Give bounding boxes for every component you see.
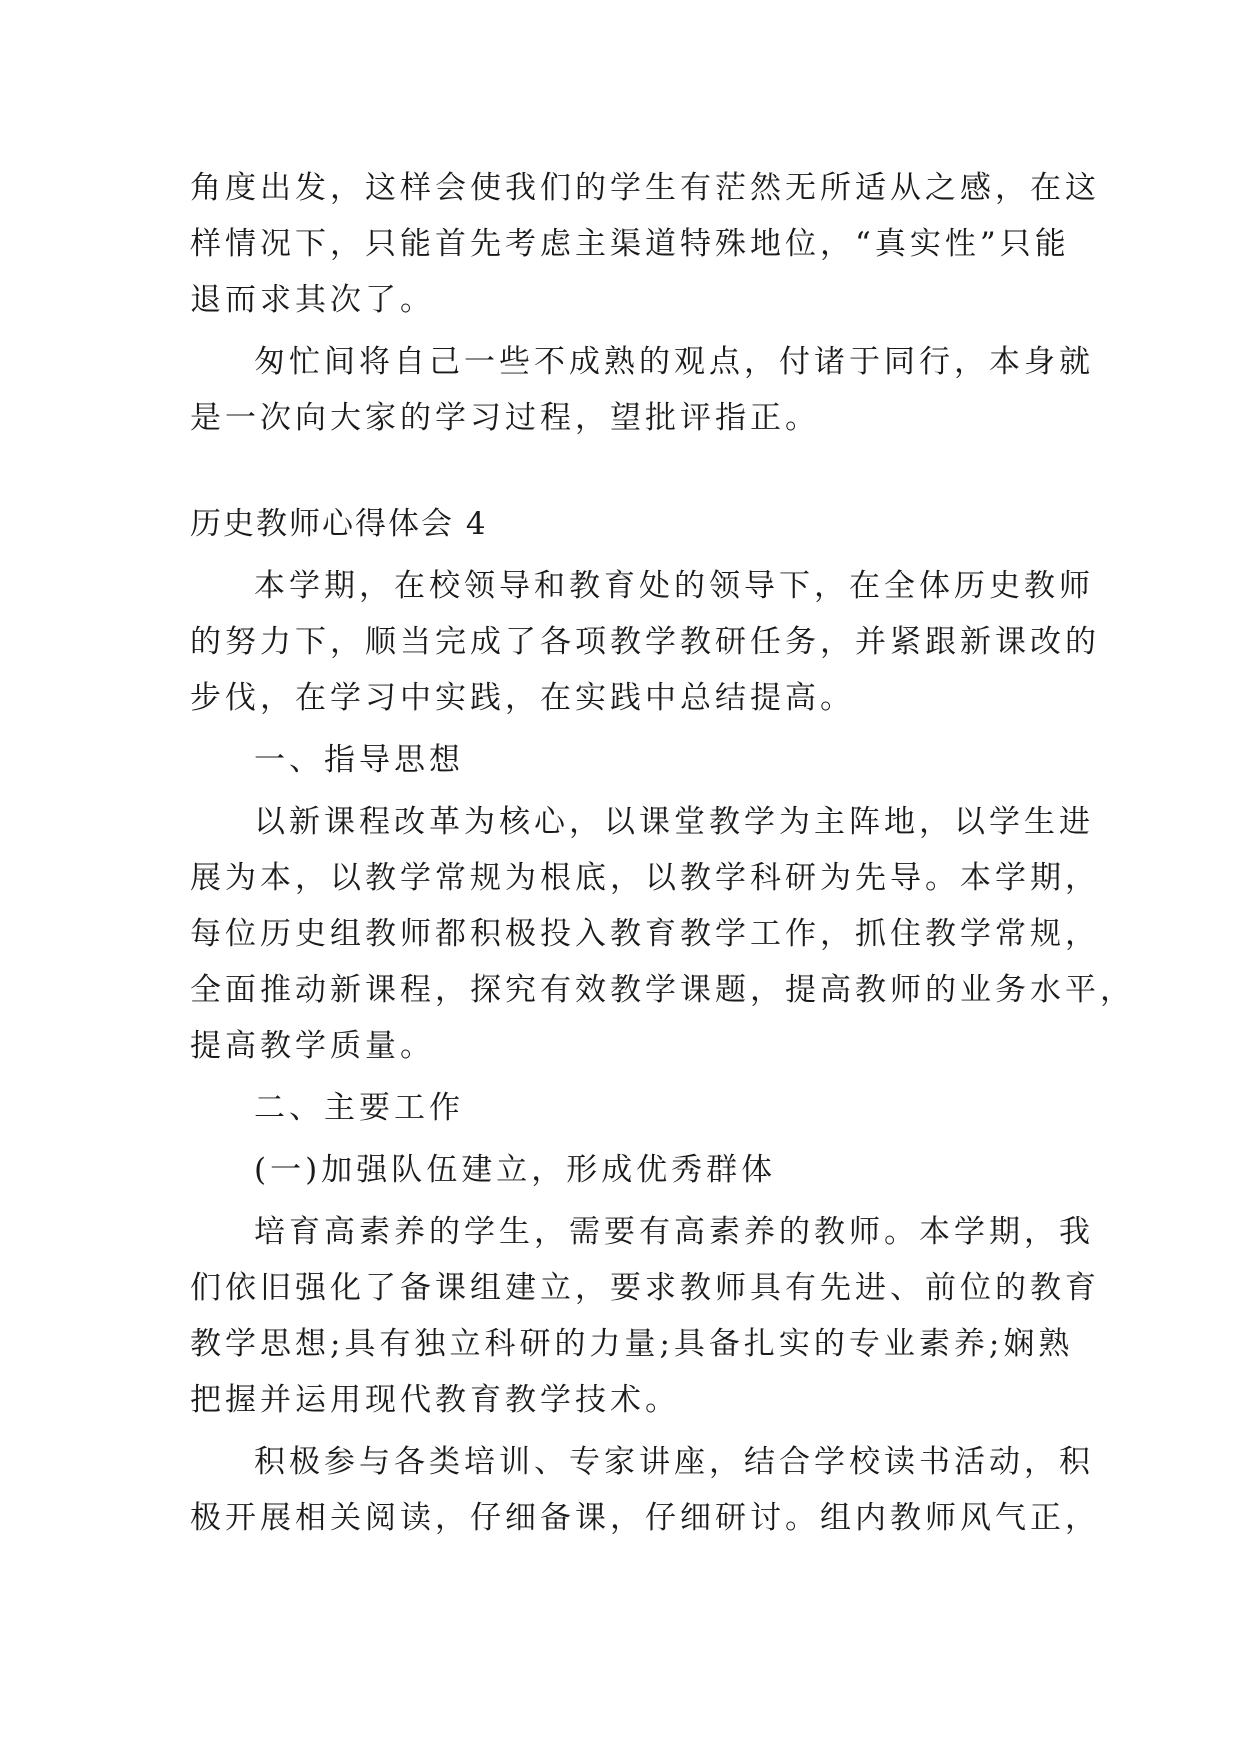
text-line: 教学思想;具有独立科研的力量;具备扎实的专业素养;娴熟 [190, 1326, 1074, 1362]
paragraph [190, 794, 1135, 1074]
paragraph [190, 1434, 1100, 1546]
paragraph [190, 1204, 1100, 1428]
paragraph [190, 1142, 1050, 1198]
text-line: 一、指导思想 [254, 742, 464, 778]
heading-text: 历史教师心得体会 4 [190, 506, 488, 542]
text-line: 以新课程改革为核心，以课堂教学为主阵地，以学生进 [254, 804, 1094, 840]
text-line: 积极参与各类培训、专家讲座，结合学校读书活动，积 [254, 1444, 1094, 1480]
text-line: 匆忙间将自己一些不成熟的观点，付诸于同行，本身就 [254, 344, 1094, 380]
document-body [190, 160, 1135, 1546]
section-heading [190, 496, 1050, 552]
text-line: (一)加强队伍建立，形成优秀群体 [254, 1152, 777, 1188]
text-line: 把握并运用现代教育教学技术。 [190, 1382, 680, 1418]
text-line: 培育高素养的学生，需要有高素养的教师。本学期，我 [254, 1214, 1094, 1250]
paragraph [190, 732, 1050, 788]
text-line: 展为本，以教学常规为根底，以教学科研为先导。本学期， [190, 860, 1100, 896]
text-line: 二、主要工作 [254, 1090, 464, 1126]
text-line: 极开展相关阅读，仔细备课，仔细研讨。组内教师风气正， [190, 1500, 1100, 1536]
text-line: 样情况下，只能首先考虑主渠道特殊地位，“真实性”只能 [190, 226, 1070, 262]
paragraph [190, 160, 1100, 328]
text-line: 们依旧强化了备课组建立，要求教师具有先进、前位的教育 [190, 1270, 1100, 1306]
paragraph [190, 334, 1094, 446]
paragraph [190, 1080, 1050, 1136]
text-line: 步伐，在学习中实践，在实践中总结提高。 [190, 680, 855, 716]
text-line: 的努力下，顺当完成了各项教学教研任务，并紧跟新课改的 [190, 624, 1100, 660]
text-line: 本学期，在校领导和教育处的领导下，在全体历史教师 [254, 568, 1094, 604]
text-line: 是一次向大家的学习过程，望批评指正。 [190, 400, 820, 436]
text-line: 全面推动新课程，探究有效教学课题，提高教师的业务水平， [190, 972, 1135, 1008]
text-line: 退而求其次了。 [190, 282, 435, 318]
paragraph [190, 558, 1100, 726]
text-line: 每位历史组教师都积极投入教育教学工作，抓住教学常规， [190, 916, 1100, 952]
text-line: 提高教学质量。 [190, 1028, 435, 1064]
text-line: 角度出发，这样会使我们的学生有茫然无所适从之感，在这 [190, 170, 1100, 206]
paragraph-gap [190, 446, 1050, 496]
